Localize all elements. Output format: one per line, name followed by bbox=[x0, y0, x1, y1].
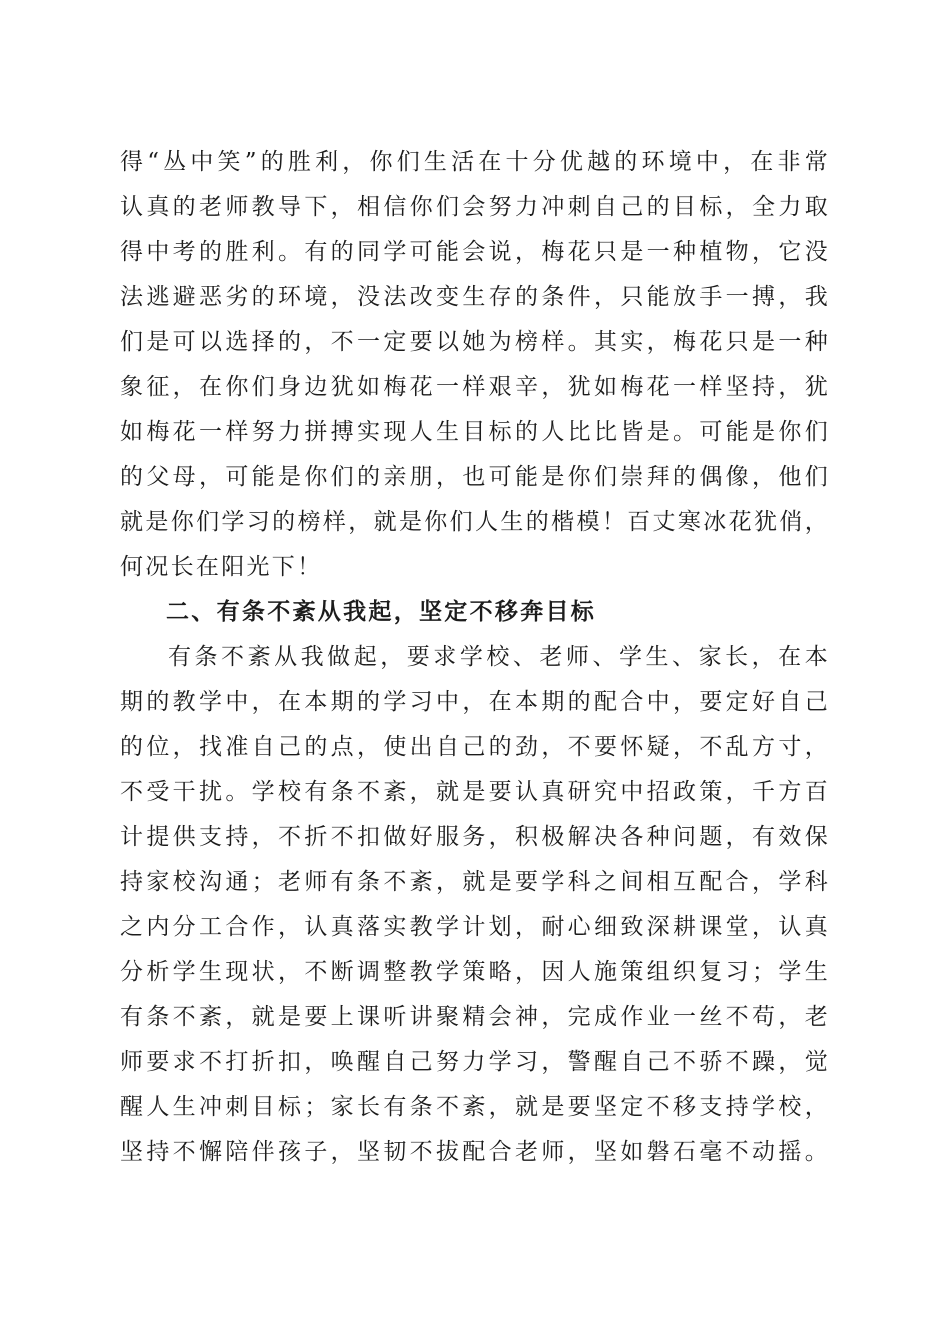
paragraph-line: 之内分工合作，认真落实教学计划，耐心细致深耕课堂，认真 bbox=[120, 914, 830, 940]
paragraph-line: 持家校沟通；老师有条不紊，就是要学科之间相互配合，学科 bbox=[120, 869, 830, 895]
paragraph-line: 得中考的胜利。有的同学可能会说，梅花只是一种植物，它没 bbox=[120, 239, 830, 265]
paragraph-line: 的父母，可能是你们的亲朋，也可能是你们崇拜的偶像，他们 bbox=[120, 464, 830, 490]
paragraph-line: 得“丛中笑”的胜利，你们生活在十分优越的环境中，在非常 bbox=[120, 149, 830, 175]
paragraph-line: 分析学生现状，不断调整教学策略，因人施策组织复习；学生 bbox=[120, 959, 830, 985]
paragraph-line: 坚持不懈陪伴孩子，坚韧不拔配合老师，坚如磐石毫不动摇。 bbox=[120, 1139, 830, 1165]
section-heading: 二、有条不紊从我起，坚定不移奔目标 bbox=[166, 599, 597, 625]
paragraph-line: 计提供支持，不折不扣做好服务，积极解决各种问题，有效保 bbox=[120, 824, 830, 850]
paragraph-line: 们是可以选择的，不一定要以她为榜样。其实，梅花只是一种 bbox=[120, 329, 830, 355]
paragraph-continued bbox=[120, 140, 830, 1175]
paragraph-line: 就是你们学习的榜样，就是你们人生的楷模！百丈寒冰花犹俏， bbox=[120, 509, 830, 535]
paragraph-line: 如梅花一样努力拼搏实现人生目标的人比比皆是。可能是你们 bbox=[120, 419, 830, 445]
paragraph-line: 醒人生冲刺目标；家长有条不紊，就是要坚定不移支持学校， bbox=[120, 1094, 830, 1120]
paragraph-line: 的位，找准自己的点，使出自己的劲，不要怀疑，不乱方寸， bbox=[120, 734, 830, 760]
paragraph-line: 象征，在你们身边犹如梅花一样艰辛，犹如梅花一样坚持，犹 bbox=[120, 374, 830, 400]
paragraph-line: 何况长在阳光下！ bbox=[120, 554, 323, 580]
paragraph-line: 期的教学中，在本期的学习中，在本期的配合中，要定好自己 bbox=[120, 689, 830, 715]
paragraph-line: 师要求不打折扣，唤醒自己努力学习，警醒自己不骄不躁，觉 bbox=[120, 1049, 830, 1075]
paragraph-line: 有条不紊从我做起，要求学校、老师、学生、家长，在本 bbox=[168, 644, 830, 670]
paragraph-line: 有条不紊，就是要上课听讲聚精会神，完成作业一丝不苟，老 bbox=[120, 1004, 830, 1030]
paragraph-line: 不受干扰。学校有条不紊，就是要认真研究中招政策，千方百 bbox=[120, 779, 830, 805]
paragraph-line: 认真的老师教导下，相信你们会努力冲刺自己的目标，全力取 bbox=[120, 194, 830, 220]
paragraph-line: 法逃避恶劣的环境，没法改变生存的条件，只能放手一搏，我 bbox=[120, 284, 830, 310]
